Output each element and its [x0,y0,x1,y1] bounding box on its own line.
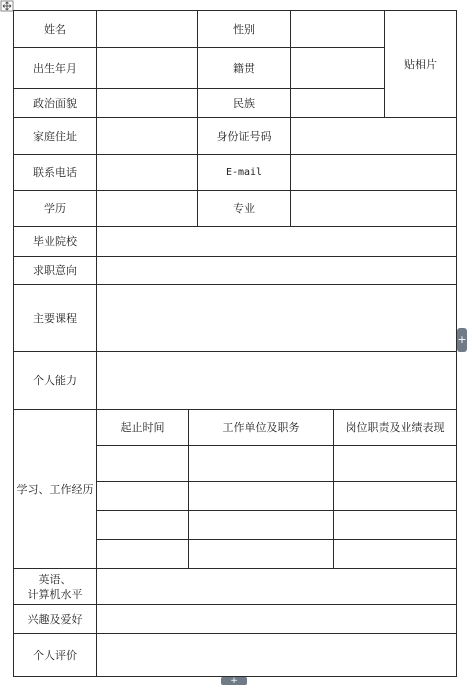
graduate-school-label-text: 毕业院校 [33,235,77,248]
name-label [13,10,97,48]
main-courses-label-text: 主要课程 [33,311,77,325]
main-courses-label [13,284,97,352]
major-label [197,190,291,227]
add-row-handle[interactable] [221,677,247,685]
native-place-field[interactable] [290,47,385,89]
ethnicity-field[interactable] [290,88,385,118]
experience-label [13,409,97,569]
phone-field[interactable] [96,154,198,191]
email-field[interactable] [290,154,457,191]
name-label-text: 姓名 [44,22,66,36]
education-label-text: 学历 [44,202,66,215]
job-intention-label-text: 求职意向 [33,264,77,277]
experience-label-text: 学习、工作经历 [16,482,94,496]
id-number-label-text: 身份证号码 [216,129,272,143]
gender-field[interactable] [290,10,385,48]
id-number-label [197,117,291,155]
exp-header-period-text: 起止时间 [120,421,165,434]
job-intention-label [13,256,97,285]
exp-row-1-duties[interactable] [333,445,457,482]
exp-row-3-employer[interactable] [188,510,334,540]
ethnicity-label-text: 民族 [233,96,255,110]
exp-header-duties-text: 岗位职责及业绩表现 [345,421,445,434]
major-field[interactable] [290,190,457,227]
name-field[interactable] [96,10,198,48]
political-status-field[interactable] [96,88,198,118]
job-intention-field[interactable] [96,256,457,285]
id-number-field[interactable] [290,117,457,155]
birth-field[interactable] [96,47,198,89]
exp-row-1-employer[interactable] [188,445,334,482]
education-label [13,190,97,227]
exp-row-1-period[interactable] [96,445,189,482]
self-evaluation-field[interactable] [96,633,457,677]
exp-row-3-duties[interactable] [333,510,457,540]
graduate-school-label [13,226,97,257]
email-label [197,154,291,191]
exp-row-4-period[interactable] [96,539,189,569]
language-computer-field[interactable] [96,568,457,605]
birth-label [13,47,97,89]
exp-header-duties [333,409,457,446]
ethnicity-label [197,88,291,118]
exp-row-4-duties[interactable] [333,539,457,569]
exp-row-2-employer[interactable] [188,481,334,511]
major-label-text: 专业 [233,202,255,215]
education-field[interactable] [96,190,198,227]
home-address-label [13,117,97,155]
photo-label-text: 贴相片 [404,57,437,71]
self-evaluation-label [13,633,97,677]
exp-row-2-duties[interactable] [333,481,457,511]
language-computer-label-text: 英语、 计算机水平 [27,572,83,601]
exp-header-employer-text: 工作单位及职务 [222,421,300,434]
personal-ability-label [13,351,97,410]
photo-box[interactable] [384,10,457,118]
add-column-handle[interactable] [457,328,467,352]
gender-label-text: 性别 [233,22,255,36]
language-computer-label [13,568,97,605]
hobbies-field[interactable] [96,604,457,634]
political-status-label-text: 政治面貌 [33,96,77,110]
personal-ability-field[interactable] [96,351,457,410]
main-courses-field[interactable] [96,284,457,352]
exp-row-4-employer[interactable] [188,539,334,569]
add-column-plus-icon: + [457,333,467,346]
home-address-label-text: 家庭住址 [33,129,77,143]
table-move-anchor-icon[interactable] [0,0,14,12]
home-address-field[interactable] [96,117,198,155]
native-place-label [197,47,291,89]
gender-label [197,10,291,48]
exp-header-employer [188,409,334,446]
exp-row-3-period[interactable] [96,510,189,540]
phone-label-text: 联系电话 [33,166,77,179]
native-place-label-text: 籍贯 [233,61,255,75]
hobbies-label [13,604,97,634]
exp-header-period [96,409,189,446]
hobbies-label-text: 兴趣及爱好 [27,612,83,626]
personal-ability-label-text: 个人能力 [33,374,77,387]
phone-label [13,154,97,191]
exp-row-2-period[interactable] [96,481,189,511]
graduate-school-field[interactable] [96,226,457,257]
political-status-label [13,88,97,118]
birth-label-text: 出生年月 [33,61,77,75]
add-row-plus-icon: + [230,676,238,686]
self-evaluation-label-text: 个人评价 [33,648,77,662]
email-label-text: E-mail [225,167,263,178]
